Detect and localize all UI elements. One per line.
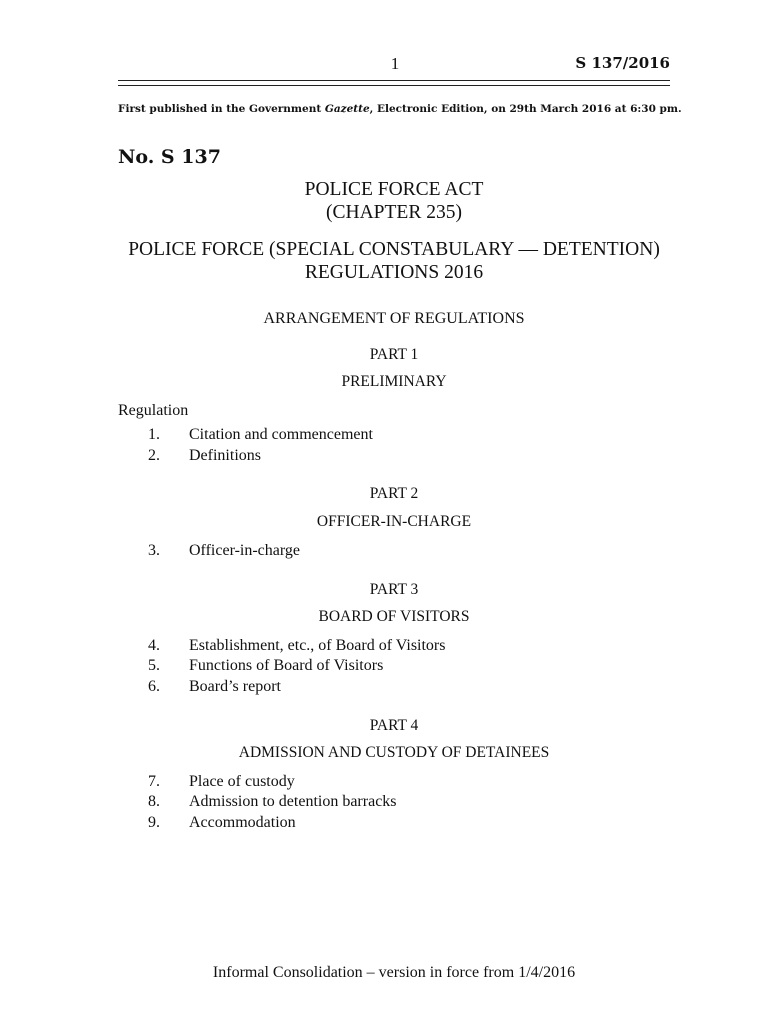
footer-consolidation-note: Informal Consolidation – version in force from 1/4/2016	[212, 964, 576, 981]
item-number: 4.	[148, 637, 160, 654]
item-number: 7.	[148, 773, 160, 790]
part-name: ADMISSION AND CUSTODY OF DETAINEES	[238, 744, 550, 761]
act-title-line2: (CHAPTER 235)	[326, 202, 462, 223]
header-rule-top	[118, 80, 670, 81]
act-title	[118, 178, 670, 224]
list-item	[0, 678, 770, 698]
publication-suffix: , Electronic Edition, on 29th March 2016 at 6:30 pm.	[369, 103, 682, 115]
regulation-column-label: Regulation	[118, 402, 189, 419]
list-item	[0, 426, 770, 446]
regulations-title-line1: POLICE FORCE (SPECIAL CONSTABULARY — DETENTION)	[128, 239, 660, 260]
list-item	[0, 447, 770, 467]
part-name: PRELIMINARY	[341, 373, 447, 390]
list-item	[0, 657, 770, 677]
notice-number: No. S 137	[118, 146, 221, 168]
list-item	[0, 793, 770, 813]
part-label: PART 3	[369, 581, 419, 598]
header-rule-bottom	[118, 85, 670, 86]
regulations-title-line2: REGULATIONS 2016	[304, 262, 484, 283]
publication-prefix: First published in the Government	[118, 103, 325, 115]
part-label: PART 1	[369, 346, 419, 363]
item-number: 1.	[148, 426, 160, 443]
item-text: Establishment, etc., of Board of Visitors	[189, 637, 446, 654]
item-text: Board’s report	[189, 678, 281, 695]
item-number: 8.	[148, 793, 160, 810]
regulations-title	[118, 238, 670, 284]
list-item	[0, 773, 770, 793]
gazette-number: S 137/2016	[575, 54, 670, 72]
item-text: Citation and commencement	[189, 426, 373, 443]
part-name: OFFICER-IN-CHARGE	[316, 513, 472, 530]
item-number: 6.	[148, 678, 160, 695]
act-title-line1: POLICE FORCE ACT	[304, 179, 484, 200]
item-text: Admission to detention barracks	[189, 793, 397, 810]
part-label: PART 4	[369, 717, 419, 734]
publication-gazette-word: Gazette	[324, 103, 370, 115]
list-item	[0, 542, 770, 562]
item-text: Functions of Board of Visitors	[189, 657, 384, 674]
arrangement-heading: ARRANGEMENT OF REGULATIONS	[263, 310, 525, 327]
item-number: 9.	[148, 814, 160, 831]
item-number: 5.	[148, 657, 160, 674]
list-item	[0, 637, 770, 657]
item-text: Place of custody	[189, 773, 295, 790]
item-text: Officer-in-charge	[189, 542, 301, 559]
page-number: 1	[390, 54, 400, 73]
publication-line	[118, 103, 682, 115]
item-text: Definitions	[189, 447, 261, 464]
item-number: 3.	[148, 542, 160, 559]
part-name: BOARD OF VISITORS	[318, 608, 470, 625]
part-label: PART 2	[369, 485, 419, 502]
item-text: Accommodation	[189, 814, 296, 831]
item-number: 2.	[148, 447, 160, 464]
list-item	[0, 814, 770, 834]
